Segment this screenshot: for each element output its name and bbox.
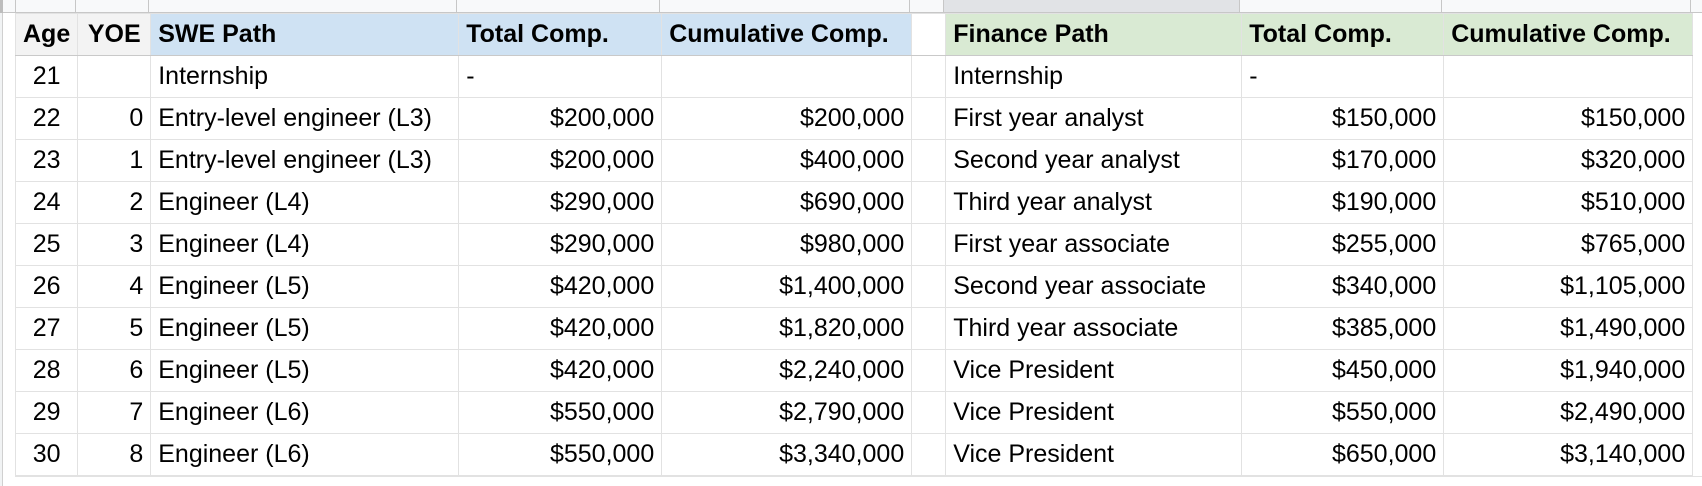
cell-finance-path[interactable]: Second year associate	[946, 266, 1242, 308]
header-finance-total-comp[interactable]: Total Comp.	[1242, 14, 1444, 56]
cell-swe-cumulative-comp[interactable]: $690,000	[662, 182, 912, 224]
table-row	[16, 98, 1693, 140]
cell-swe-path[interactable]: Internship	[151, 56, 459, 98]
header-row	[16, 14, 1693, 56]
cell-spacer[interactable]	[912, 308, 946, 350]
cell-age[interactable]: 29	[16, 392, 78, 434]
cell-finance-path[interactable]: Third year analyst	[946, 182, 1242, 224]
cell-finance-total-comp[interactable]: $150,000	[1242, 98, 1444, 140]
cell-finance-total-comp[interactable]: $190,000	[1242, 182, 1444, 224]
cell-finance-total-comp[interactable]: $340,000	[1242, 266, 1444, 308]
cell-swe-cumulative-comp[interactable]: $980,000	[662, 224, 912, 266]
table-row	[16, 140, 1693, 182]
header-age[interactable]: Age	[16, 14, 78, 56]
comp-table	[15, 13, 1693, 476]
cell-swe-cumulative-comp[interactable]: $3,340,000	[662, 434, 912, 476]
cell-swe-cumulative-comp[interactable]: $1,400,000	[662, 266, 912, 308]
cell-swe-total-comp[interactable]: $550,000	[459, 392, 662, 434]
cell-spacer[interactable]	[912, 350, 946, 392]
cell-age[interactable]: 21	[16, 56, 78, 98]
cell-spacer[interactable]	[912, 182, 946, 224]
cell-yoe[interactable]: 6	[78, 350, 151, 392]
cell-swe-total-comp[interactable]: $200,000	[459, 140, 662, 182]
cell-swe-path[interactable]: Engineer (L6)	[151, 392, 459, 434]
cell-finance-cumulative-comp[interactable]: $2,490,000	[1444, 392, 1693, 434]
column-divider	[1239, 0, 1240, 13]
column-divider	[943, 0, 944, 13]
column-divider	[456, 0, 457, 13]
cell-swe-path[interactable]: Engineer (L5)	[151, 266, 459, 308]
table-row	[16, 392, 1693, 434]
cell-swe-total-comp[interactable]: $420,000	[459, 266, 662, 308]
cell-finance-path[interactable]: First year associate	[946, 224, 1242, 266]
table-row	[16, 224, 1693, 266]
table-row	[16, 182, 1693, 224]
cell-finance-cumulative-comp[interactable]: $1,940,000	[1444, 350, 1693, 392]
cell-finance-path[interactable]: Internship	[946, 56, 1242, 98]
cell-age[interactable]: 22	[16, 98, 78, 140]
header-swe-path[interactable]: SWE Path	[151, 14, 459, 56]
cell-yoe[interactable]: 8	[78, 434, 151, 476]
header-finance-path[interactable]: Finance Path	[946, 14, 1242, 56]
cell-finance-cumulative-comp[interactable]: $150,000	[1444, 98, 1693, 140]
header-yoe[interactable]: YOE	[78, 14, 151, 56]
cell-spacer[interactable]	[912, 140, 946, 182]
cell-yoe[interactable]: 0	[78, 98, 151, 140]
cell-finance-total-comp[interactable]: $385,000	[1242, 308, 1444, 350]
column-divider	[15, 0, 16, 13]
cell-swe-path[interactable]: Entry-level engineer (L3)	[151, 140, 459, 182]
cell-age[interactable]: 25	[16, 224, 78, 266]
table-row	[16, 350, 1693, 392]
cell-swe-cumulative-comp[interactable]: $2,240,000	[662, 350, 912, 392]
cell-spacer[interactable]	[912, 224, 946, 266]
header-spacer[interactable]	[912, 14, 946, 56]
cell-age[interactable]: 27	[16, 308, 78, 350]
cell-yoe[interactable]: 4	[78, 266, 151, 308]
cell-finance-cumulative-comp[interactable]: $1,105,000	[1444, 266, 1693, 308]
selected-column-highlight	[943, 0, 1239, 12]
cell-finance-total-comp[interactable]: $450,000	[1242, 350, 1444, 392]
cell-swe-path[interactable]: Engineer (L5)	[151, 350, 459, 392]
cell-finance-cumulative-comp[interactable]: $510,000	[1444, 182, 1693, 224]
cell-swe-total-comp[interactable]: $420,000	[459, 308, 662, 350]
cell-swe-path[interactable]: Engineer (L6)	[151, 434, 459, 476]
cell-finance-cumulative-comp[interactable]: $320,000	[1444, 140, 1693, 182]
cell-swe-cumulative-comp[interactable]: $400,000	[662, 140, 912, 182]
table-row	[16, 308, 1693, 350]
cell-age[interactable]: 23	[16, 140, 78, 182]
table-row	[16, 266, 1693, 308]
column-divider	[1690, 0, 1691, 13]
cell-swe-total-comp[interactable]: $420,000	[459, 350, 662, 392]
cell-finance-total-comp[interactable]: $170,000	[1242, 140, 1444, 182]
cell-age[interactable]: 26	[16, 266, 78, 308]
cell-finance-path[interactable]: Vice President	[946, 434, 1242, 476]
column-divider	[1441, 0, 1442, 13]
column-header-strip[interactable]	[0, 0, 1702, 13]
cell-age[interactable]: 30	[16, 434, 78, 476]
cell-finance-total-comp[interactable]: -	[1242, 56, 1444, 98]
cell-finance-path[interactable]: Third year associate	[946, 308, 1242, 350]
column-divider	[148, 0, 149, 13]
cell-finance-path[interactable]: Vice President	[946, 392, 1242, 434]
cell-yoe[interactable]: 1	[78, 140, 151, 182]
cell-swe-cumulative-comp[interactable]: $1,820,000	[662, 308, 912, 350]
cell-swe-cumulative-comp[interactable]: $2,790,000	[662, 392, 912, 434]
header-swe-cumulative-comp[interactable]: Cumulative Comp.	[662, 14, 912, 56]
cell-spacer[interactable]	[912, 56, 946, 98]
select-all-corner[interactable]	[0, 0, 3, 13]
cell-finance-cumulative-comp[interactable]	[1444, 56, 1693, 98]
next-empty-row[interactable]	[15, 476, 1702, 486]
header-finance-cumulative-comp[interactable]: Cumulative Comp.	[1444, 14, 1693, 56]
cell-finance-total-comp[interactable]: $650,000	[1242, 434, 1444, 476]
column-divider	[659, 0, 660, 13]
cell-finance-total-comp[interactable]: $255,000	[1242, 224, 1444, 266]
cell-finance-cumulative-comp[interactable]: $1,490,000	[1444, 308, 1693, 350]
cell-swe-total-comp[interactable]: $550,000	[459, 434, 662, 476]
cell-finance-cumulative-comp[interactable]: $765,000	[1444, 224, 1693, 266]
column-divider	[75, 0, 76, 13]
header-swe-total-comp[interactable]: Total Comp.	[459, 14, 662, 56]
cell-spacer[interactable]	[912, 266, 946, 308]
column-divider	[909, 0, 910, 13]
cell-spacer[interactable]	[912, 392, 946, 434]
cell-swe-total-comp[interactable]: -	[459, 56, 662, 98]
cell-finance-path[interactable]: Vice President	[946, 350, 1242, 392]
cell-swe-total-comp[interactable]: $290,000	[459, 224, 662, 266]
cell-swe-total-comp[interactable]: $290,000	[459, 182, 662, 224]
cell-yoe[interactable]	[78, 56, 151, 98]
cell-finance-total-comp[interactable]: $550,000	[1242, 392, 1444, 434]
cell-swe-total-comp[interactable]: $200,000	[459, 98, 662, 140]
table-row	[16, 56, 1693, 98]
cell-swe-cumulative-comp[interactable]	[662, 56, 912, 98]
row-header-edge	[0, 13, 3, 486]
cell-spacer[interactable]	[912, 434, 946, 476]
cell-age[interactable]: 28	[16, 350, 78, 392]
cell-finance-cumulative-comp[interactable]: $3,140,000	[1444, 434, 1693, 476]
cell-finance-path[interactable]: First year analyst	[946, 98, 1242, 140]
cell-yoe[interactable]: 3	[78, 224, 151, 266]
cell-finance-path[interactable]: Second year analyst	[946, 140, 1242, 182]
cell-swe-path[interactable]: Entry-level engineer (L3)	[151, 98, 459, 140]
cell-swe-path[interactable]: Engineer (L4)	[151, 182, 459, 224]
cell-swe-cumulative-comp[interactable]: $200,000	[662, 98, 912, 140]
cell-swe-path[interactable]: Engineer (L5)	[151, 308, 459, 350]
cell-yoe[interactable]: 2	[78, 182, 151, 224]
cell-spacer[interactable]	[912, 98, 946, 140]
cell-yoe[interactable]: 5	[78, 308, 151, 350]
table-row	[16, 434, 1693, 476]
cell-swe-path[interactable]: Engineer (L4)	[151, 224, 459, 266]
cell-age[interactable]: 24	[16, 182, 78, 224]
cell-yoe[interactable]: 7	[78, 392, 151, 434]
